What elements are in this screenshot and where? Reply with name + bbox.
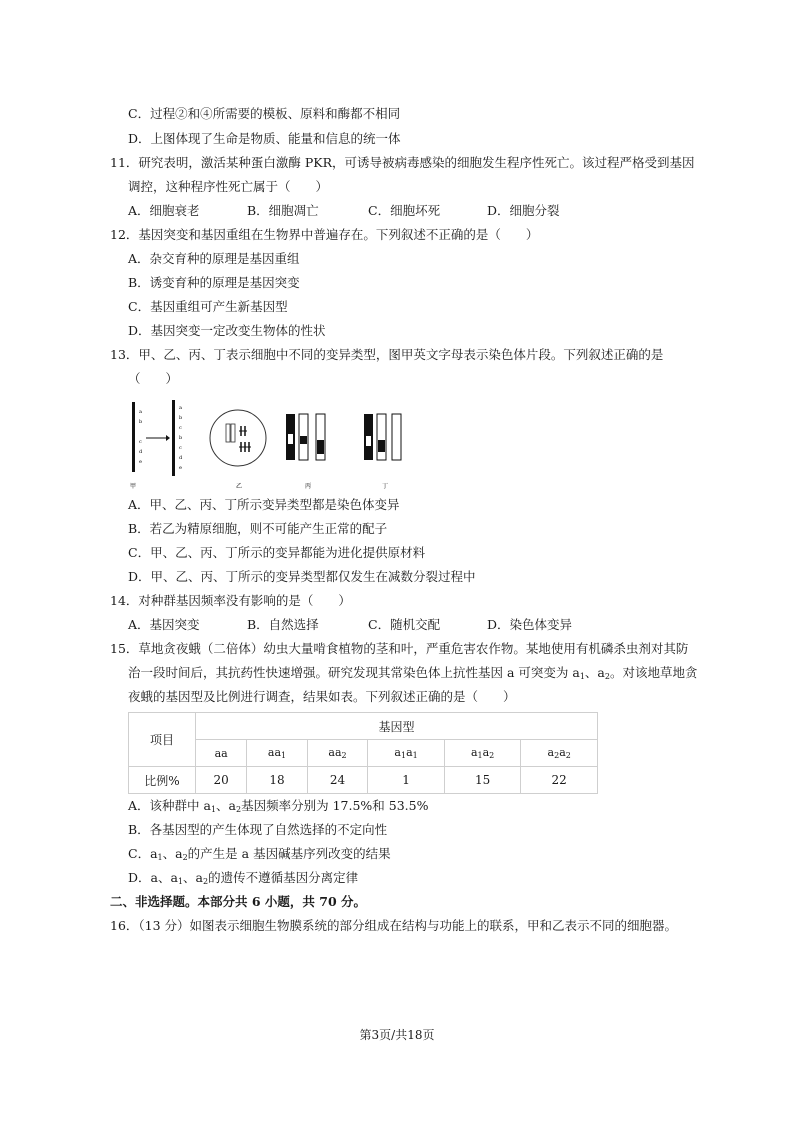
table-value: 18 (247, 767, 308, 794)
q12-option-b: B．诱变育种的原理是基因突变 (128, 275, 300, 290)
q12-option-d: D．基因突变一定改变生物体的性状 (128, 323, 326, 338)
page-footer: 第3页/共18页 (359, 1028, 435, 1042)
question-16-stem: 16．（13 分）如图表示细胞生物膜系统的部分组成在结构与功能上的联系，甲和乙表示不同的细胞器。 (110, 918, 678, 933)
question-11-stem-cont: 调控，这种程序性死亡属于（ ） (128, 179, 329, 194)
table-header-row (129, 713, 598, 740)
figure-label-yi: 乙 (236, 483, 243, 490)
line-d: D．上图体现了生命是物质、能量和信息的统一体 (128, 131, 401, 146)
table-header-item: 项目 (129, 713, 196, 767)
figure-label-ding: 丁 (382, 483, 389, 490)
variation-figure (120, 396, 420, 492)
figure-bing (286, 414, 325, 490)
genotype-cell: $aa_2$ (307, 740, 368, 767)
q15-option-b: B．各基因型的产生体现了自然选择的不定向性 (128, 822, 388, 837)
question-15-stem-cont: 治一段时间后，其抗药性快速增强。研究发现其常染色体上抗性基因 a 可突变为 $a_1$、$a_2$。对该地草地贪 (128, 665, 698, 681)
q11-option-a: A．细胞衰老 (128, 203, 200, 218)
q13-option-c: C．甲、乙、丙、丁所示的变异都能为进化提供原材料 (128, 545, 426, 560)
q14-option-a: A．基因突变 (128, 617, 200, 632)
table-header-group: 基因型 (196, 713, 598, 740)
genotype-cell: $aa_1$ (247, 740, 308, 767)
section-heading: 二、非选择题。本部分共 6 小题，共 70 分。 (110, 894, 367, 909)
figure-ding (364, 414, 401, 490)
question-13-stem-cont: （ ） (128, 371, 179, 386)
chrom-letter: c (139, 439, 142, 445)
table-row-label: 比例% (129, 767, 196, 794)
question-12-stem: 12．基因突变和基因重组在生物界中普遍存在。下列叙述不正确的是（ ） (110, 227, 539, 242)
question-11-stem: 11．研究表明，激活某种蛋白激酶 PKR，可诱导被病毒感染的细胞发生程序性死亡。该过程严格受到基因 (110, 155, 695, 170)
q12-option-a: A．杂交育种的原理是基因重组 (128, 251, 300, 266)
figure-jia (130, 400, 183, 490)
question-15-stem: 15．草地贪夜蛾（二倍体）幼虫大量啃食植物的茎和叶，严重危害农作物。某地使用有机磷杀虫剂对其防 (110, 641, 689, 656)
q11-option-d: D．细胞分裂 (487, 203, 560, 218)
table-genotype-row (129, 740, 598, 767)
genotype-cell: $a_2a_2$ (521, 740, 598, 767)
figure-label-bing: 丙 (305, 483, 312, 490)
table-value: 20 (196, 767, 247, 794)
q13-option-b: B．若乙为精原细胞，则不可能产生正常的配子 (128, 521, 388, 536)
chrom-letter: a (139, 409, 142, 415)
table-value-row (129, 767, 598, 794)
table-value: 1 (368, 767, 445, 794)
q13-option-d: D．甲、乙、丙、丁所示的变异类型都仅发生在减数分裂过程中 (128, 569, 476, 584)
chrom-letter: e (139, 459, 142, 465)
figure-label-jia: 甲 (130, 483, 137, 490)
table-value: 24 (307, 767, 368, 794)
genotype-cell: $a_1a_2$ (444, 740, 521, 767)
chrom-letter: b (179, 435, 183, 441)
q15-option-c: C．$a_1$、$a_2$的产生是 a 基因碱基序列改变的结果 (128, 846, 391, 862)
question-15-stem-cont2: 夜蛾的基因型及比例进行调查，结果如表。下列叙述正确的是（ ） (128, 689, 516, 704)
q14-option-d: D．染色体变异 (487, 617, 573, 632)
q15-option-a: A．该种群中 $a_1$、$a_2$基因频率分别为 17.5%和 53.5% (128, 798, 429, 814)
chrom-letter: b (179, 415, 183, 421)
q15-option-d: D．a、$a_1$、$a_2$的遗传不遵循基因分离定律 (128, 870, 359, 886)
question-13-stem: 13．甲、乙、丙、丁表示细胞中不同的变异类型，图甲英文字母表示染色体片段。下列叙述正确的是 (110, 347, 664, 362)
line-c: C．过程②和④所需要的模板、原料和酶都不相同 (128, 106, 401, 121)
q11-option-b: B．细胞凋亡 (247, 203, 319, 218)
chrom-letter: e (179, 465, 182, 471)
q14-option-b: B．自然选择 (247, 617, 319, 632)
chrom-letter: c (179, 445, 182, 451)
question-14-stem: 14．对种群基因频率没有影响的是（ ） (110, 593, 351, 608)
genotype-cell: aa (196, 740, 247, 767)
q12-option-c: C．基因重组可产生新基因型 (128, 299, 288, 314)
q11-option-c: C．细胞坏死 (368, 203, 441, 218)
q13-option-a: A．甲、乙、丙、丁所示变异类型都是染色体变异 (128, 497, 400, 512)
genotype-cell: $a_1a_1$ (368, 740, 445, 767)
chrom-letter: c (179, 425, 182, 431)
chrom-letter: d (139, 449, 143, 455)
chrom-letter: b (139, 419, 143, 425)
table-value: 22 (521, 767, 598, 794)
genotype-table (128, 712, 598, 794)
figure-yi (210, 410, 266, 490)
chrom-letter: a (179, 405, 182, 411)
chrom-letter: d (179, 455, 183, 461)
table-value: 15 (444, 767, 521, 794)
q14-option-c: C．随机交配 (368, 617, 441, 632)
